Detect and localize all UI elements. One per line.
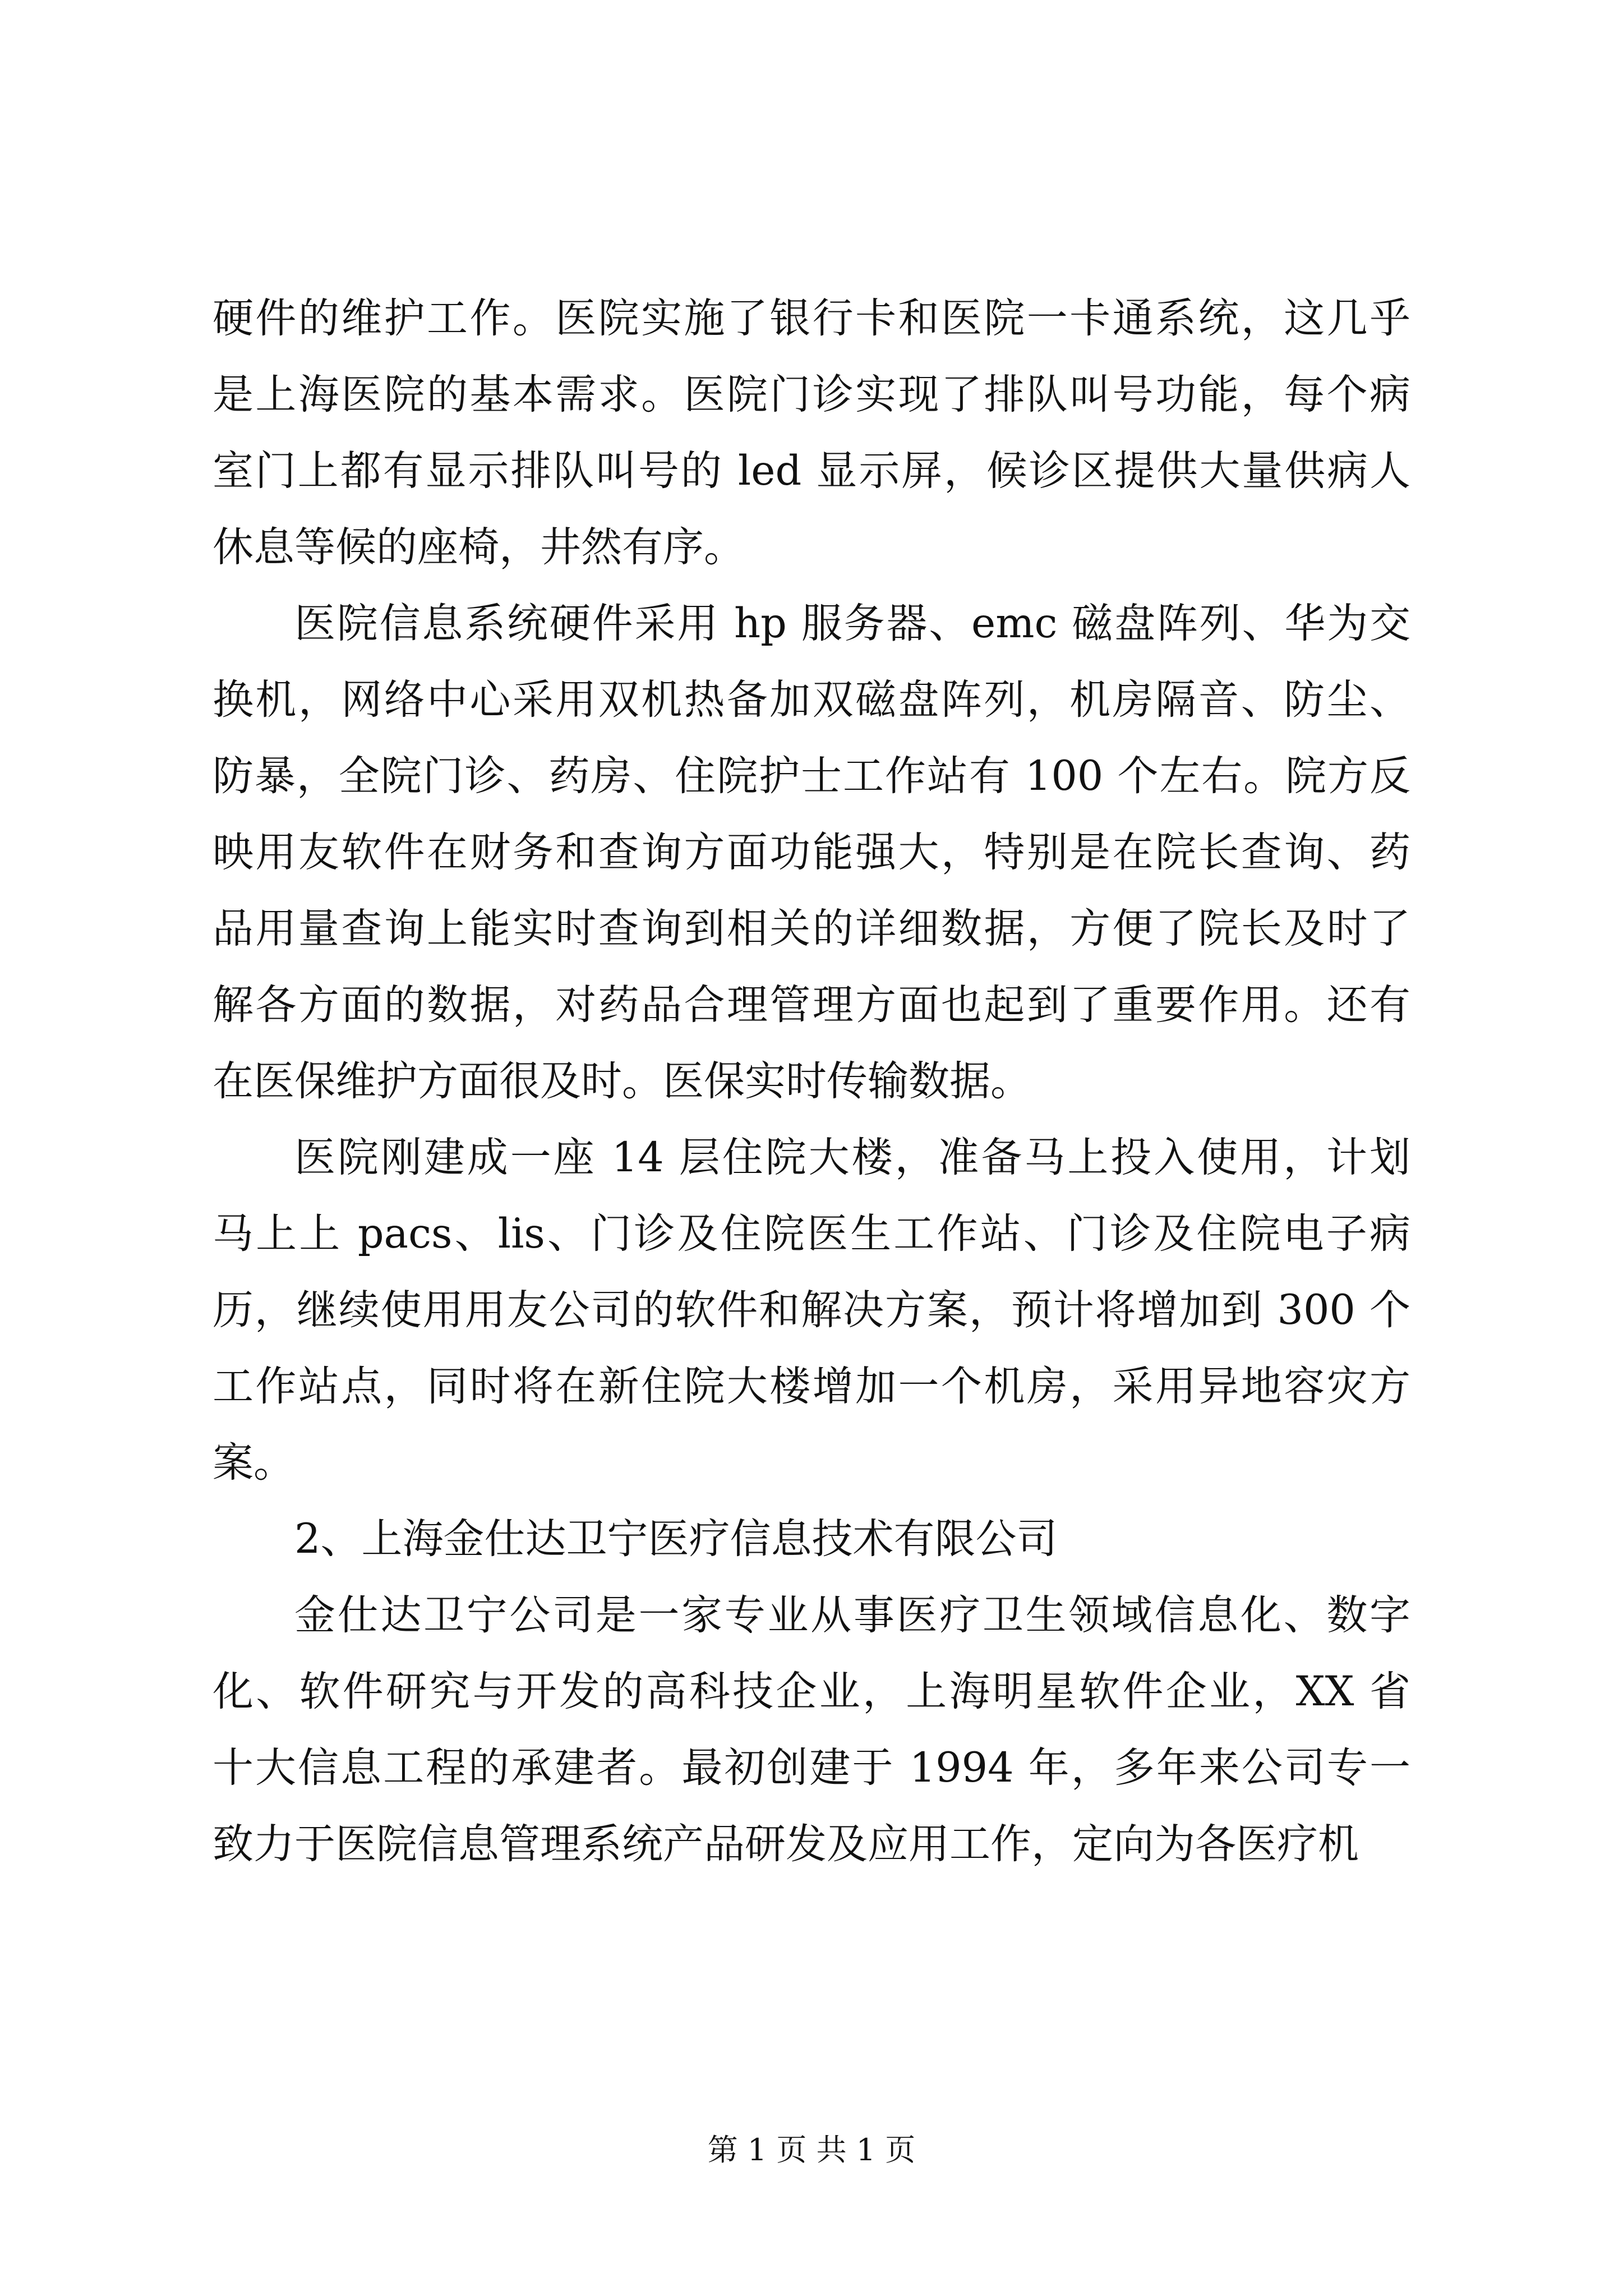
text-line: 医院信息系统硬件采用 hp 服务器、emc 磁盘阵列、华为交 — [294, 600, 1410, 647]
page-footer: 第 1 页 共 1 页 — [707, 2132, 916, 2168]
paragraph — [213, 586, 1410, 1120]
text-line: 室门上都有显示排队叫号的 led 显示屏，候诊区提供大量供病人 — [213, 447, 1410, 495]
text-line: 是上海医院的基本需求。医院门诊实现了排队叫号功能，每个病 — [213, 371, 1410, 418]
text-line: 化、软件研究与开发的高科技企业，上海明星软件企业，XX 省 — [213, 1668, 1410, 1715]
paragraph — [213, 280, 1410, 586]
text-line: 工作站点，同时将在新住院大楼增加一个机房，采用异地容灾方 — [213, 1363, 1410, 1410]
text-line: 案。 — [213, 1439, 294, 1487]
text-line: 换机，网络中心采用双机热备加双磁盘阵列，机房隔音、防尘、 — [213, 676, 1410, 724]
text-line: 金仕达卫宁公司是一家专业从事医疗卫生领域信息化、数字 — [294, 1591, 1410, 1639]
text-line: 马上上 pacs、lis、门诊及住院医生工作站、门诊及住院电子病 — [213, 1210, 1410, 1258]
text-line: 防暴，全院门诊、药房、住院护士工作站有 100 个左右。院方反 — [213, 752, 1410, 800]
paragraph — [213, 1501, 1410, 1577]
text-line: 在医保维护方面很及时。医保实时传输数据。 — [213, 1057, 1031, 1105]
text-line: 2、上海金仕达卫宁医疗信息技术有限公司 — [294, 1515, 1058, 1563]
text-line: 历，继续使用用友公司的软件和解决方案，预计将增加到 300 个 — [213, 1286, 1410, 1334]
text-line: 品用量查询上能实时查询到相关的详细数据，方便了院长及时了 — [213, 905, 1410, 953]
text-line: 医院刚建成一座 14 层住院大楼，准备马上投入使用，计划 — [294, 1134, 1410, 1181]
paragraph — [213, 1577, 1410, 1883]
document-body — [213, 280, 1410, 1883]
text-line: 映用友软件在财务和查询方面功能强大，特别是在院长查询、药 — [213, 829, 1410, 876]
paragraph — [213, 1120, 1410, 1501]
text-line: 十大信息工程的承建者。最初创建于 1994 年，多年来公司专一 — [213, 1744, 1410, 1792]
text-line: 解各方面的数据，对药品合理管理方面也起到了重要作用。还有 — [213, 981, 1410, 1029]
text-line: 硬件的维护工作。医院实施了银行卡和医院一卡通系统，这几乎 — [213, 295, 1410, 342]
text-line: 休息等候的座椅，井然有序。 — [213, 523, 745, 571]
text-line: 致力于医院信息管理系统产品研发及应用工作，定向为各医疗机 — [213, 1820, 1359, 1868]
